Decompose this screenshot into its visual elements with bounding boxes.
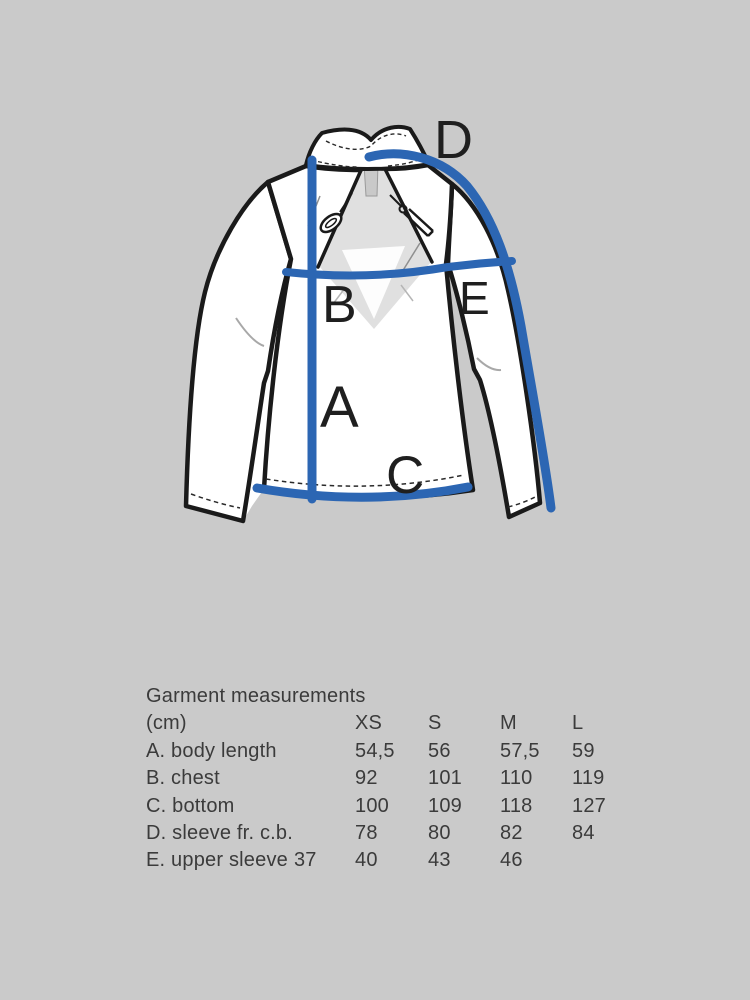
value-m: 118: [500, 794, 533, 817]
row-label: A. body length: [146, 739, 277, 762]
value-l: 127: [572, 794, 606, 817]
value-l: 119: [572, 767, 605, 790]
row-label: B. chest: [146, 767, 220, 790]
value-s: 101: [428, 767, 462, 790]
size-header-s: S: [428, 712, 442, 735]
value-xs: 100: [355, 794, 389, 817]
value-xs: 78: [355, 822, 378, 845]
table-row-sleeve: [146, 820, 632, 847]
value-s: 43: [428, 849, 451, 872]
value-m: 82: [500, 822, 523, 845]
value-xs: 54,5: [355, 739, 395, 762]
table-row-body-length: [146, 738, 632, 765]
value-xs: 40: [355, 849, 378, 872]
value-xs: 92: [355, 767, 378, 790]
size-header-l: L: [572, 712, 584, 735]
diagram-label-b: B: [322, 276, 357, 334]
diagram-label-a: A: [320, 375, 359, 440]
size-header-m: M: [500, 712, 517, 735]
row-label: C. bottom: [146, 794, 235, 817]
value-s: 56: [428, 739, 451, 762]
value-s: 80: [428, 822, 451, 845]
table-row-bottom: [146, 793, 632, 820]
value-l: 84: [572, 822, 595, 845]
table-title: Garment measurements: [146, 685, 366, 707]
row-label: [146, 847, 355, 874]
row-label: D. sleeve fr. c.b.: [146, 822, 293, 845]
table-row-chest: [146, 765, 632, 792]
value-m: 57,5: [500, 739, 540, 762]
value-m: 110: [500, 767, 533, 790]
table-header-row: [146, 710, 632, 737]
diagram-label-c: C: [386, 446, 425, 505]
unit-label: (cm): [146, 712, 187, 735]
value-s: 109: [428, 794, 462, 817]
table-row-upper-sleeve: [146, 847, 632, 874]
value-l: 59: [572, 739, 595, 762]
value-l: [572, 847, 632, 874]
value-m: 46: [500, 849, 523, 872]
row-label-extra-value: 37: [293, 849, 317, 872]
measurements-table: [146, 683, 632, 875]
diagram-label-e: E: [459, 272, 490, 324]
diagram-label-d: D: [434, 110, 473, 170]
size-header-xs: XS: [355, 712, 383, 735]
row-label-text: E. upper sleeve: [146, 849, 288, 872]
